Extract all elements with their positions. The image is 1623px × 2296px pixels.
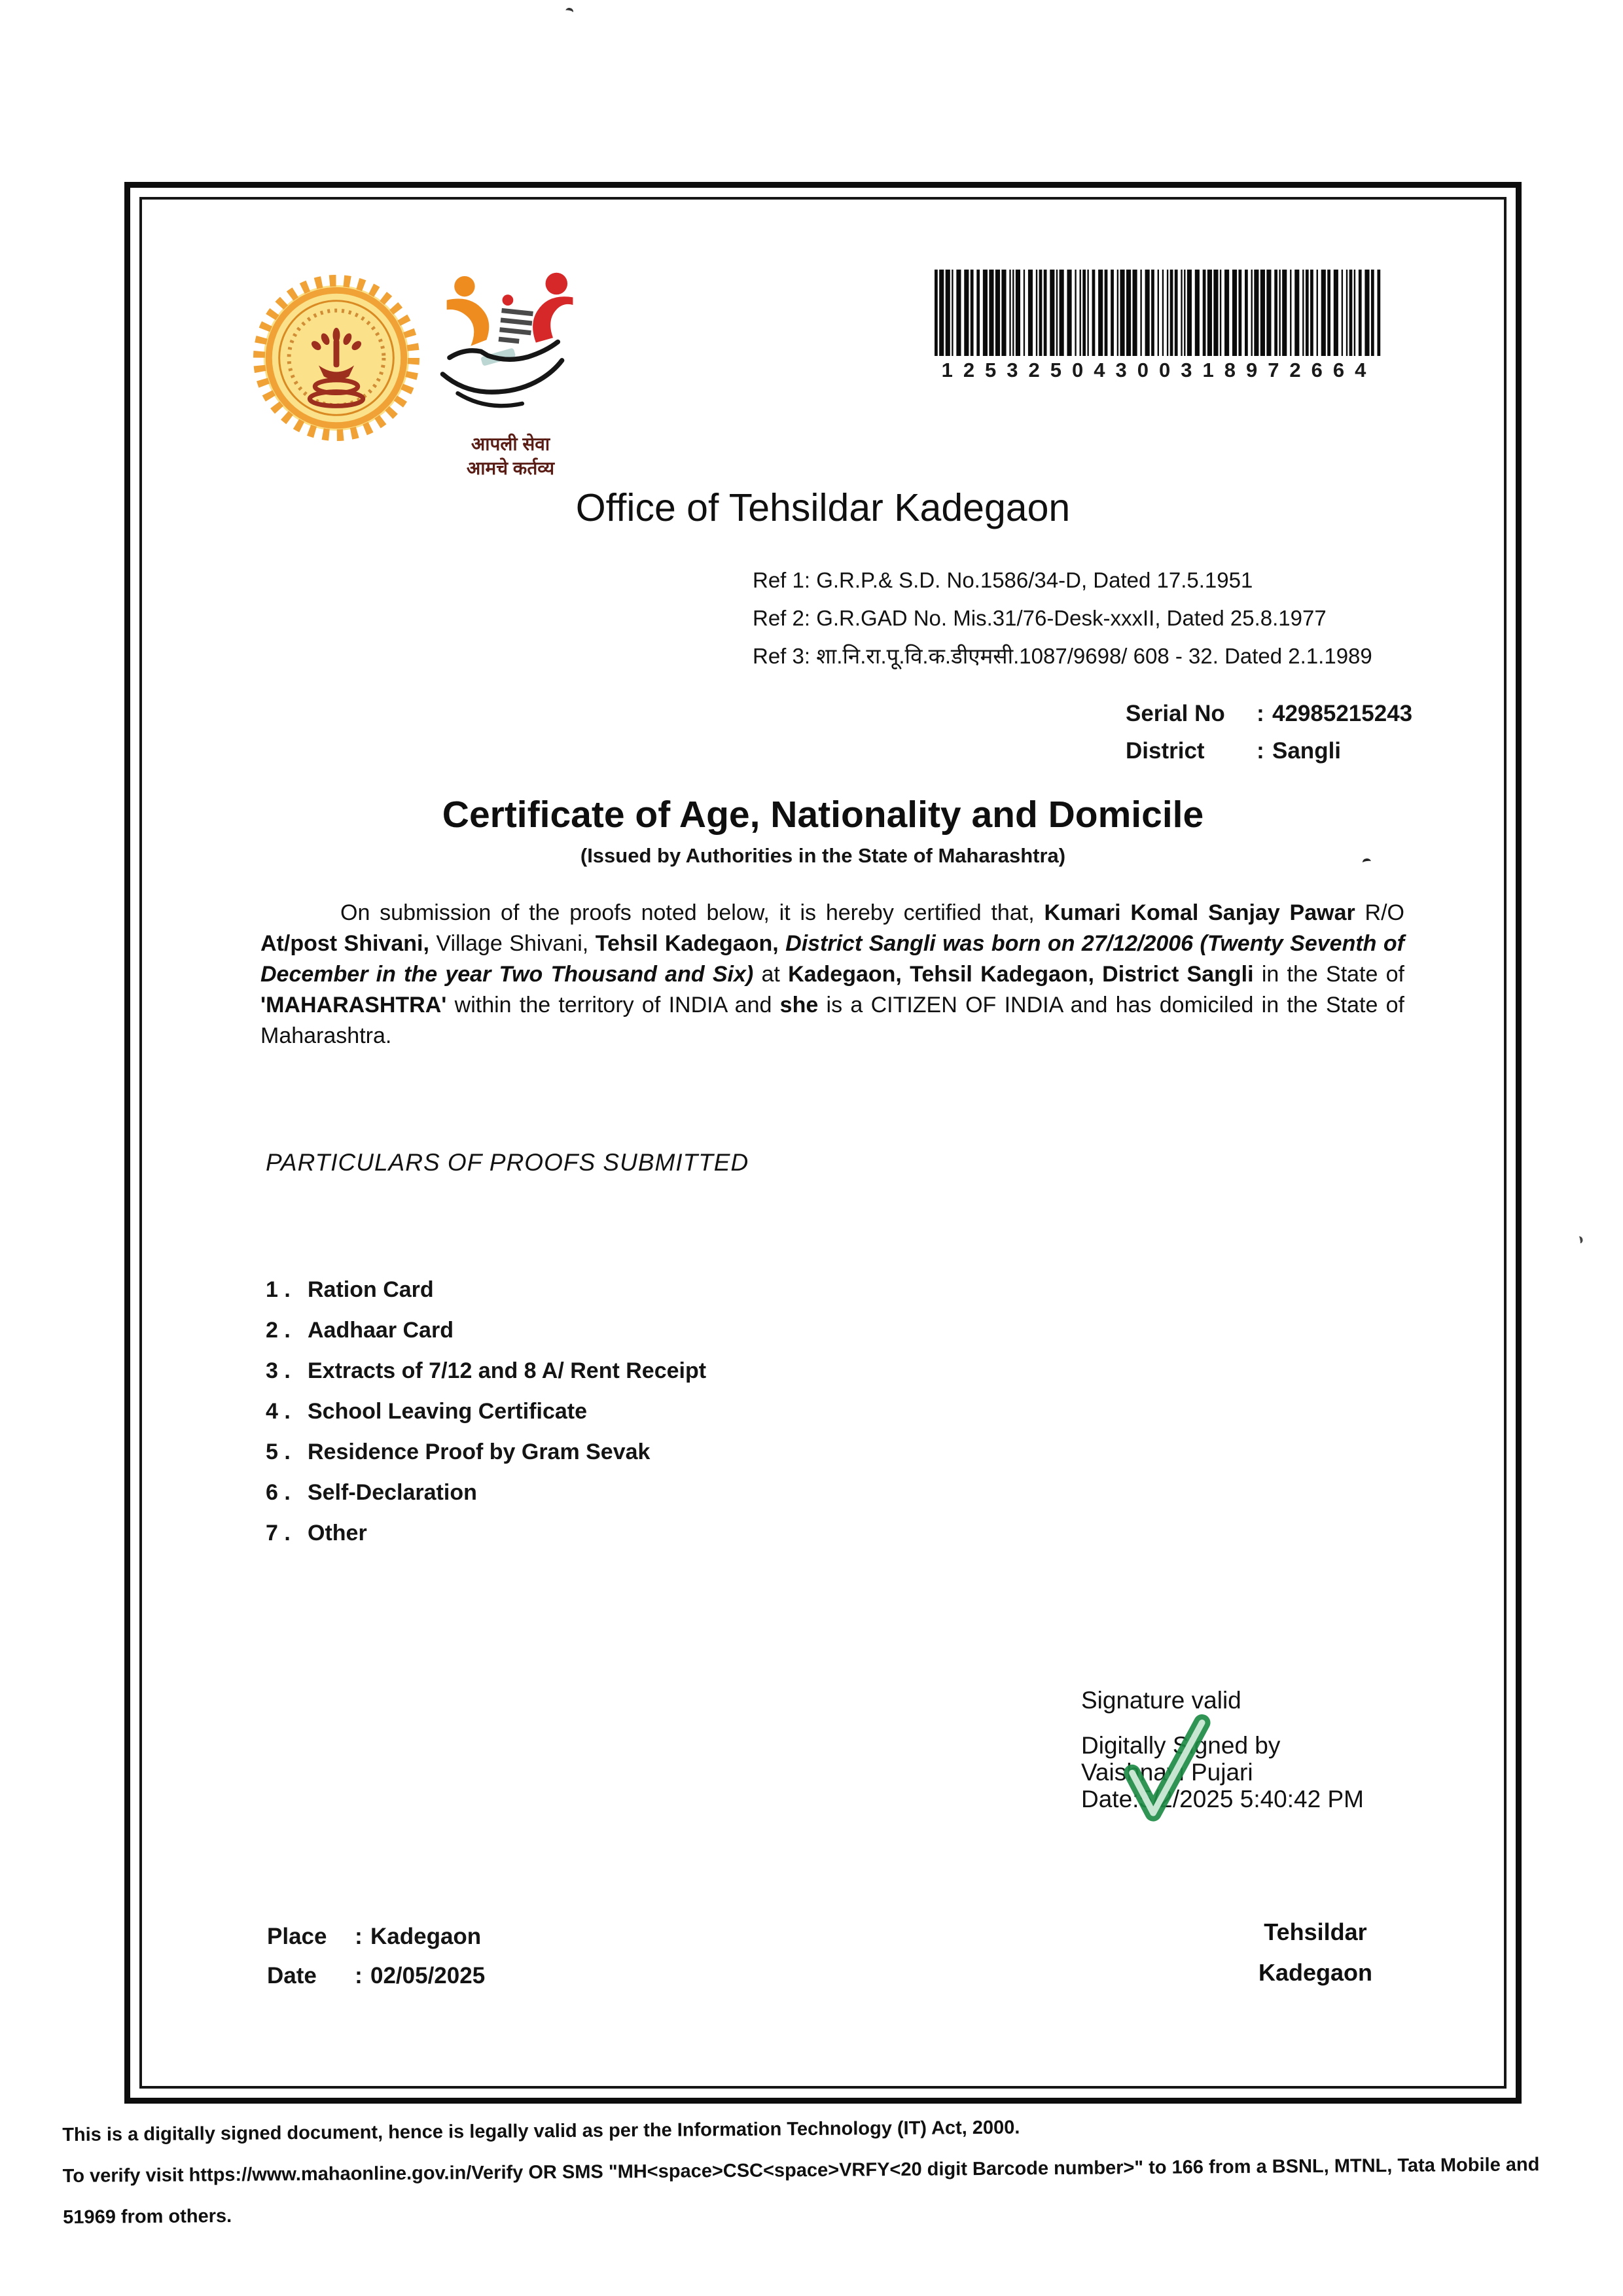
proof-item <box>266 1480 706 1521</box>
signature-date: Date:5/2/2025 5:40:42 PM <box>1081 1786 1364 1812</box>
proof-number: 2 . <box>266 1318 291 1343</box>
signature-signed-by: Digitally Signed by <box>1081 1732 1281 1759</box>
ref-line-1: Ref 1: G.R.P.& S.D. No.1586/34-D, Dated 17.5.1951 <box>753 568 1253 592</box>
proof-label: Other <box>308 1521 367 1545</box>
date-value: 02/05/2025 <box>370 1963 486 1988</box>
body-text-segment: is a CITIZEN OF INDIA and has domiciled in the State of Maharashtra. <box>260 993 1404 1048</box>
certificate-title: Certificate of Age, Nationality and Domicile <box>442 794 1204 836</box>
body-text-segment: within the territory of INDIA and <box>446 993 780 1017</box>
body-text-segment: 'MAHARASHTRA' <box>260 993 447 1017</box>
body-text-segment: she <box>779 993 819 1017</box>
serial-colon: : <box>1257 701 1264 726</box>
place-label: Place <box>267 1924 327 1949</box>
serial-value: 42985215243 <box>1272 701 1413 726</box>
proof-label: School Leaving Certificate <box>308 1399 587 1424</box>
proof-label: Ration Card <box>308 1277 434 1302</box>
office-title: Office of Tehsildar Kadegaon <box>575 486 1071 529</box>
place-colon: : <box>355 1924 363 1949</box>
scan-artifact <box>1576 1236 1584 1245</box>
proof-item <box>266 1399 706 1439</box>
proof-number: 6 . <box>266 1480 291 1505</box>
district-label: District <box>1126 738 1205 764</box>
serial-district-block <box>1126 695 1412 769</box>
proof-number: 1 . <box>266 1277 291 1302</box>
scan-artifact <box>565 7 574 16</box>
reference-lines <box>753 561 1372 675</box>
proof-number: 4 . <box>266 1399 291 1424</box>
place-row <box>267 1917 485 1956</box>
body-text-segment: in the State of <box>1253 962 1405 987</box>
footer-line-3: 51969 from others. <box>63 2205 232 2228</box>
proof-item <box>266 1277 706 1318</box>
body-text-segment: Kadegaon, <box>788 962 902 987</box>
body-text-segment: Kumari Komal Sanjay Pawar <box>1044 900 1355 925</box>
aaple-sarkar-logo-icon <box>437 267 581 431</box>
ref-line-3: Ref 3: शा.नि.रा.पू.वि.क.डीएमसी.1087/9698/ 608 - 32. Dated 2.1.1989 <box>753 644 1372 668</box>
body-text-segment: R/O <box>1355 900 1404 925</box>
proof-label: Residence Proof by Gram Sevak <box>308 1439 651 1464</box>
body-text-segment: At/post Shivani, <box>260 931 429 956</box>
signature-valid-text: Signature valid <box>1081 1687 1241 1714</box>
date-label: Date <box>267 1963 317 1988</box>
slogan-line-2: आमचे कर्तव्य <box>466 458 555 478</box>
date-colon: : <box>355 1963 363 1988</box>
proof-label: Extracts of 7/12 and 8 A/ Rent Receipt <box>308 1358 707 1383</box>
district-colon: : <box>1257 738 1264 764</box>
proofs-heading: PARTICULARS OF PROOFS SUBMITTED <box>266 1149 749 1176</box>
proof-item <box>266 1439 706 1480</box>
body-text-segment <box>1094 962 1102 987</box>
maharashtra-seal-icon <box>252 274 421 442</box>
barcode-number: 12532504300318972664 <box>941 359 1377 381</box>
certificate-border-frame <box>124 182 1522 2104</box>
proof-label: Aadhaar Card <box>308 1318 454 1343</box>
body-text-segment <box>936 931 942 956</box>
body-text-segment: Tehsil Kadegaon, <box>595 931 779 956</box>
proof-item <box>266 1358 706 1399</box>
district-row <box>1126 732 1412 769</box>
signatory-office: Kadegaon <box>1258 1959 1373 1986</box>
proof-item <box>266 1318 706 1358</box>
body-text-segment <box>779 931 785 956</box>
certificate-body-text <box>260 898 1404 1051</box>
slogan-line-1: आपली सेवा <box>471 434 550 454</box>
footer-line-2: To verify visit https://www.mahaonline.gov.in/Verify OR SMS "MH<space>CSC<space>VRFY<20 digit Barcode number>" to 166 from a BSNL, MTNL, Tata Mobile and <box>62 2154 1540 2187</box>
ref-line-2: Ref 2: G.R.GAD No. Mis.31/76-Desk-xxxII, Dated 25.8.1977 <box>753 606 1327 630</box>
serial-row <box>1126 695 1412 732</box>
body-text-segment: District Sangli <box>1102 962 1254 987</box>
proofs-list <box>266 1277 706 1561</box>
serial-label: Serial No <box>1126 701 1225 726</box>
verification-footer <box>62 2103 1601 2238</box>
date-row <box>267 1956 485 1996</box>
signatory-block <box>1214 1912 1417 1993</box>
body-text-segment: was born on 27/12/2006 (Twenty Seventh of December in the year Two Thousand and Six) <box>260 931 1404 987</box>
proof-number: 7 . <box>266 1521 291 1545</box>
barcode <box>935 270 1383 356</box>
proof-item <box>266 1521 706 1561</box>
body-text-segment: District Sangli <box>785 931 936 956</box>
signature-check-icon <box>1117 1705 1213 1832</box>
place-date-block <box>267 1917 485 1996</box>
proof-label: Self-Declaration <box>308 1480 477 1505</box>
body-text-segment: On submission of the proofs noted below, it is hereby certified that, <box>340 900 1044 925</box>
body-text-segment: Village Shivani, <box>429 931 596 956</box>
aaple-sarkar-slogan <box>419 432 602 480</box>
proof-number: 3 . <box>266 1358 291 1383</box>
barcode-bars <box>935 270 1383 356</box>
body-text-segment: Tehsil Kadegaon, <box>910 962 1094 987</box>
district-value: Sangli <box>1272 738 1342 764</box>
body-text-segment: at <box>753 962 789 987</box>
certificate-subtitle: (Issued by Authorities in the State of Maharashtra) <box>580 844 1066 867</box>
proof-number: 5 . <box>266 1439 291 1464</box>
signature-signer-name: Vaishnavi Pujari <box>1081 1759 1253 1786</box>
footer-line-1: This is a digitally signed document, hence is legally valid as per the Information Technology (IT) Act, 2000. <box>62 2117 1020 2146</box>
place-value: Kadegaon <box>370 1924 482 1949</box>
body-text-segment <box>902 962 910 987</box>
signatory-designation: Tehsildar <box>1264 1918 1367 1945</box>
